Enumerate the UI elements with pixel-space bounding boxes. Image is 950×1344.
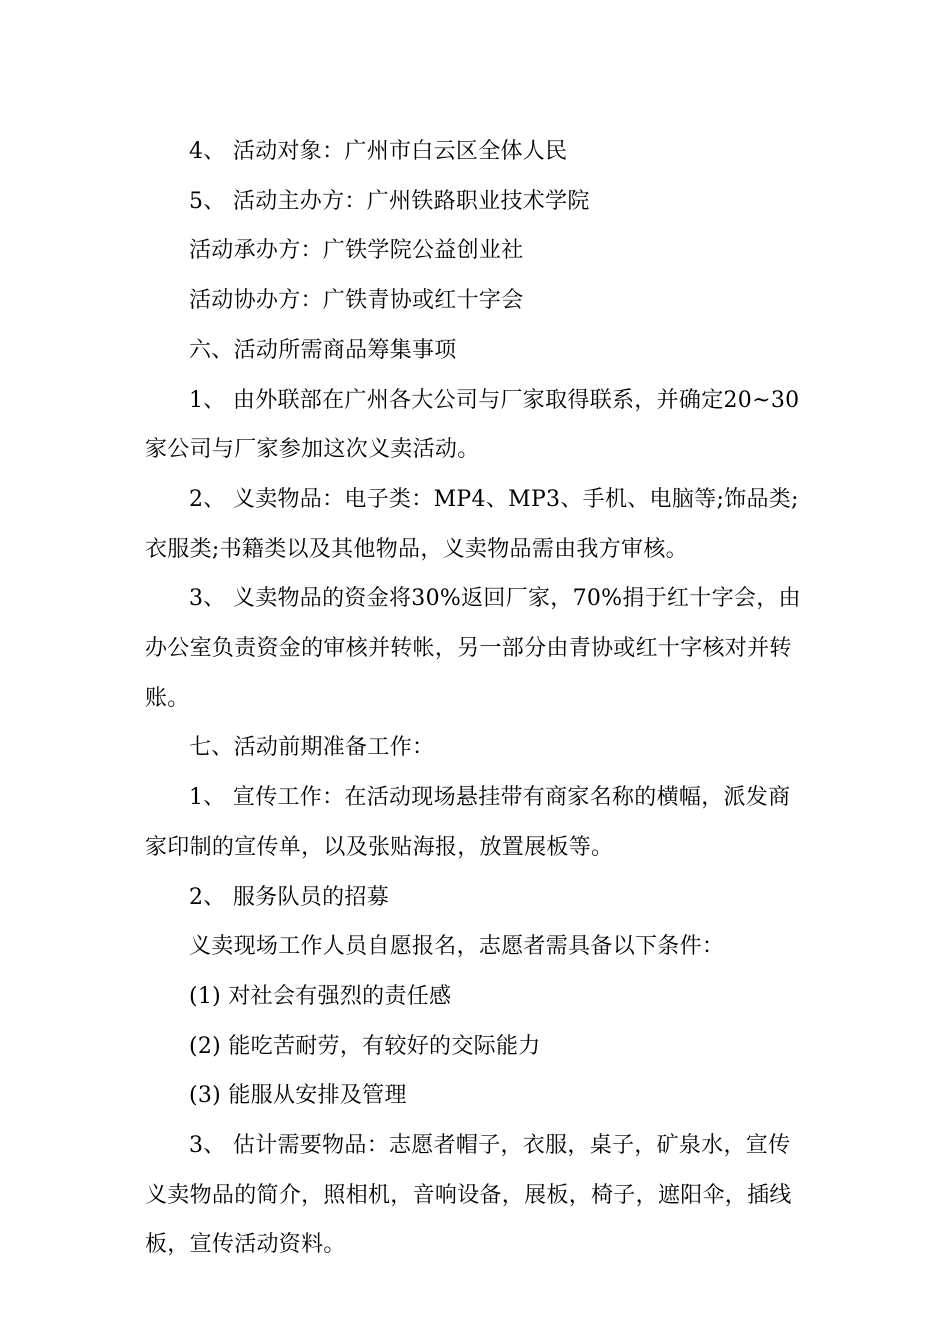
paragraph-prep-item-3: 3、 估计需要物品：志愿者帽子，衣服，桌子，矿泉水，宣传义卖物品的简介，照相机，音响设备，展板，椅子，遮阳伞，插线板，宣传活动资料。 <box>145 1133 792 1258</box>
paragraph-goods-item-3: 3、 义卖物品的资金将30%返回厂家，70%捐于红十字会，由办公室负责资金的审核并转帐，另一部分由青协或红十字核对并转账。 <box>145 586 801 711</box>
document-body <box>145 127 809 1270</box>
paragraph-organizer: 5、 活动主办方：广州铁路职业技术学院 <box>189 188 590 214</box>
paragraph-volunteer-requirements: 义卖现场工作人员自愿报名，志愿者需具备以下条件： <box>189 934 725 960</box>
paragraph-goods-item-2: 2、 义卖物品：电子类：MP4、MP3、手机、电脑等;饰品类;衣服类;书籍类以及其他物品，义卖物品需由我方审核。 <box>145 486 799 562</box>
list-item-condition-1: (1) 对社会有强烈的责任感 <box>189 983 452 1009</box>
list-item-condition-3: (3) 能服从安排及管理 <box>189 1083 407 1109</box>
paragraph-activity-target: 4、 活动对象：广州市白云区全体人民 <box>189 139 568 164</box>
paragraph-prep-item-2: 2、 服务队员的招募 <box>189 884 389 910</box>
section-heading-preparation: 七、活动前期准备工作： <box>189 735 435 761</box>
paragraph-prep-item-1: 1、 宣传工作：在活动现场悬挂带有商家名称的横幅，派发商家印制的宣传单，以及张贴海报，放置展板等。 <box>145 785 791 860</box>
paragraph-goods-item-1: 1、 由外联部在广州各大公司与厂家取得联系，并确定20~30家公司与厂家参加这次义卖活动。 <box>145 387 800 463</box>
paragraph-co-organizer: 活动协办方：广铁青协或红十字会 <box>189 288 524 314</box>
section-heading-goods-collection: 六、活动所需商品筹集事项 <box>189 337 457 363</box>
paragraph-undertaker: 活动承办方：广铁学院公益创业社 <box>189 238 524 264</box>
list-item-condition-2: (2) 能吃苦耐劳，有较好的交际能力 <box>189 1033 541 1059</box>
